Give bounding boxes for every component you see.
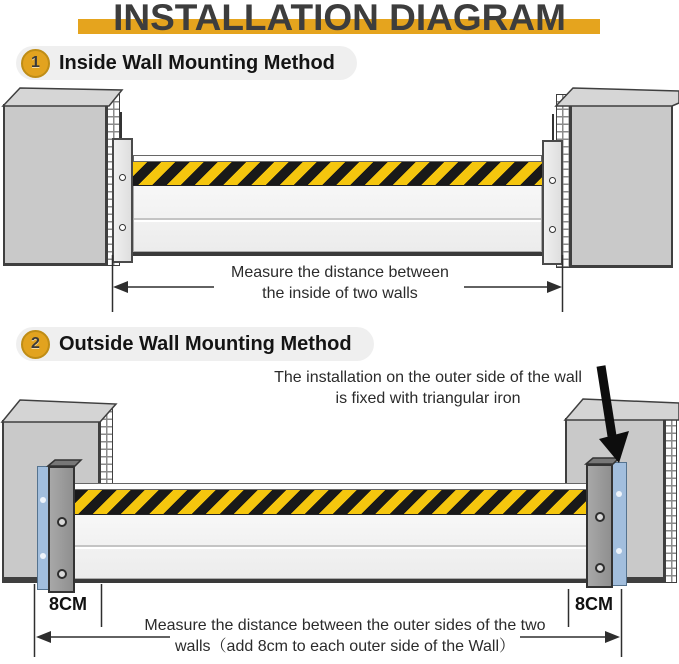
note-line2: is fixed with triangular iron: [335, 390, 521, 407]
page-title: INSTALLATION DIAGRAM: [113, 0, 566, 38]
right-8cm-label: 8CM: [574, 594, 613, 614]
barrier-divider-line: [61, 545, 613, 549]
plate-bolt: [616, 548, 622, 554]
outer-mount-note: [258, 367, 598, 409]
diagram2-left-wall-brick-edge: [100, 404, 113, 492]
measure-text-line2: the inside of two walls: [262, 285, 418, 302]
barrier-body: [133, 186, 542, 252]
barrier-top-cap: [60, 483, 614, 490]
warning-stripe-band: [60, 490, 614, 515]
section2-heading: Outside Wall Mounting Method: [59, 332, 352, 355]
plate-bolt: [40, 497, 46, 503]
left-8cm-label: 8CM: [48, 594, 87, 614]
right-triangular-iron-plate: [612, 462, 627, 586]
section2-number-badge: 2: [21, 330, 50, 359]
screw-hole: [119, 224, 126, 231]
plate-bolt: [616, 491, 622, 497]
diagram1-barrier: [133, 155, 542, 256]
diagram2-left-wall-top-face: [2, 400, 116, 422]
bracket-screw-hole: [57, 517, 67, 527]
barrier-top-cap: [133, 155, 542, 162]
bracket-screw-hole: [595, 563, 605, 573]
right-plate-pin: [552, 114, 554, 141]
diagram2-right-wall-brick-edge: [665, 403, 677, 583]
diagram1-right-mount-plate: [542, 140, 563, 265]
diagram2-measure-text: [110, 615, 580, 657]
measure-text-line1: Measure the distance between: [231, 264, 449, 281]
diagram1-right-wall: [570, 104, 673, 268]
measure-text-line1: Measure the distance between the outer sides of the two: [139, 615, 550, 636]
diagram2-barrier: [60, 483, 614, 583]
barrier-body: [60, 515, 614, 579]
diagram1-measure-text: [216, 262, 464, 304]
bracket-screw-hole: [57, 569, 67, 579]
section1-number-badge: 1: [21, 49, 50, 78]
screw-hole: [549, 177, 556, 184]
note-line1: The installation on the outer side of the wall: [274, 369, 582, 386]
left-plate-pin: [120, 112, 122, 139]
section1-header: [16, 46, 357, 80]
section2-header: [16, 327, 374, 361]
screw-hole: [549, 226, 556, 233]
screw-hole: [119, 174, 126, 181]
diagram1-left-mount-plate: [112, 138, 133, 263]
barrier-bottom-edge: [133, 252, 542, 256]
warning-stripe-band: [133, 162, 542, 186]
diagram1-left-wall: [3, 104, 107, 266]
barrier-divider-line: [134, 218, 541, 222]
measure-text-line2: walls（add 8cm to each outer side of the Wall）: [170, 636, 520, 657]
barrier-bottom-edge: [60, 579, 614, 583]
bracket-screw-hole: [595, 512, 605, 522]
plate-bolt: [40, 553, 46, 559]
section1-heading: Inside Wall Mounting Method: [59, 51, 335, 74]
